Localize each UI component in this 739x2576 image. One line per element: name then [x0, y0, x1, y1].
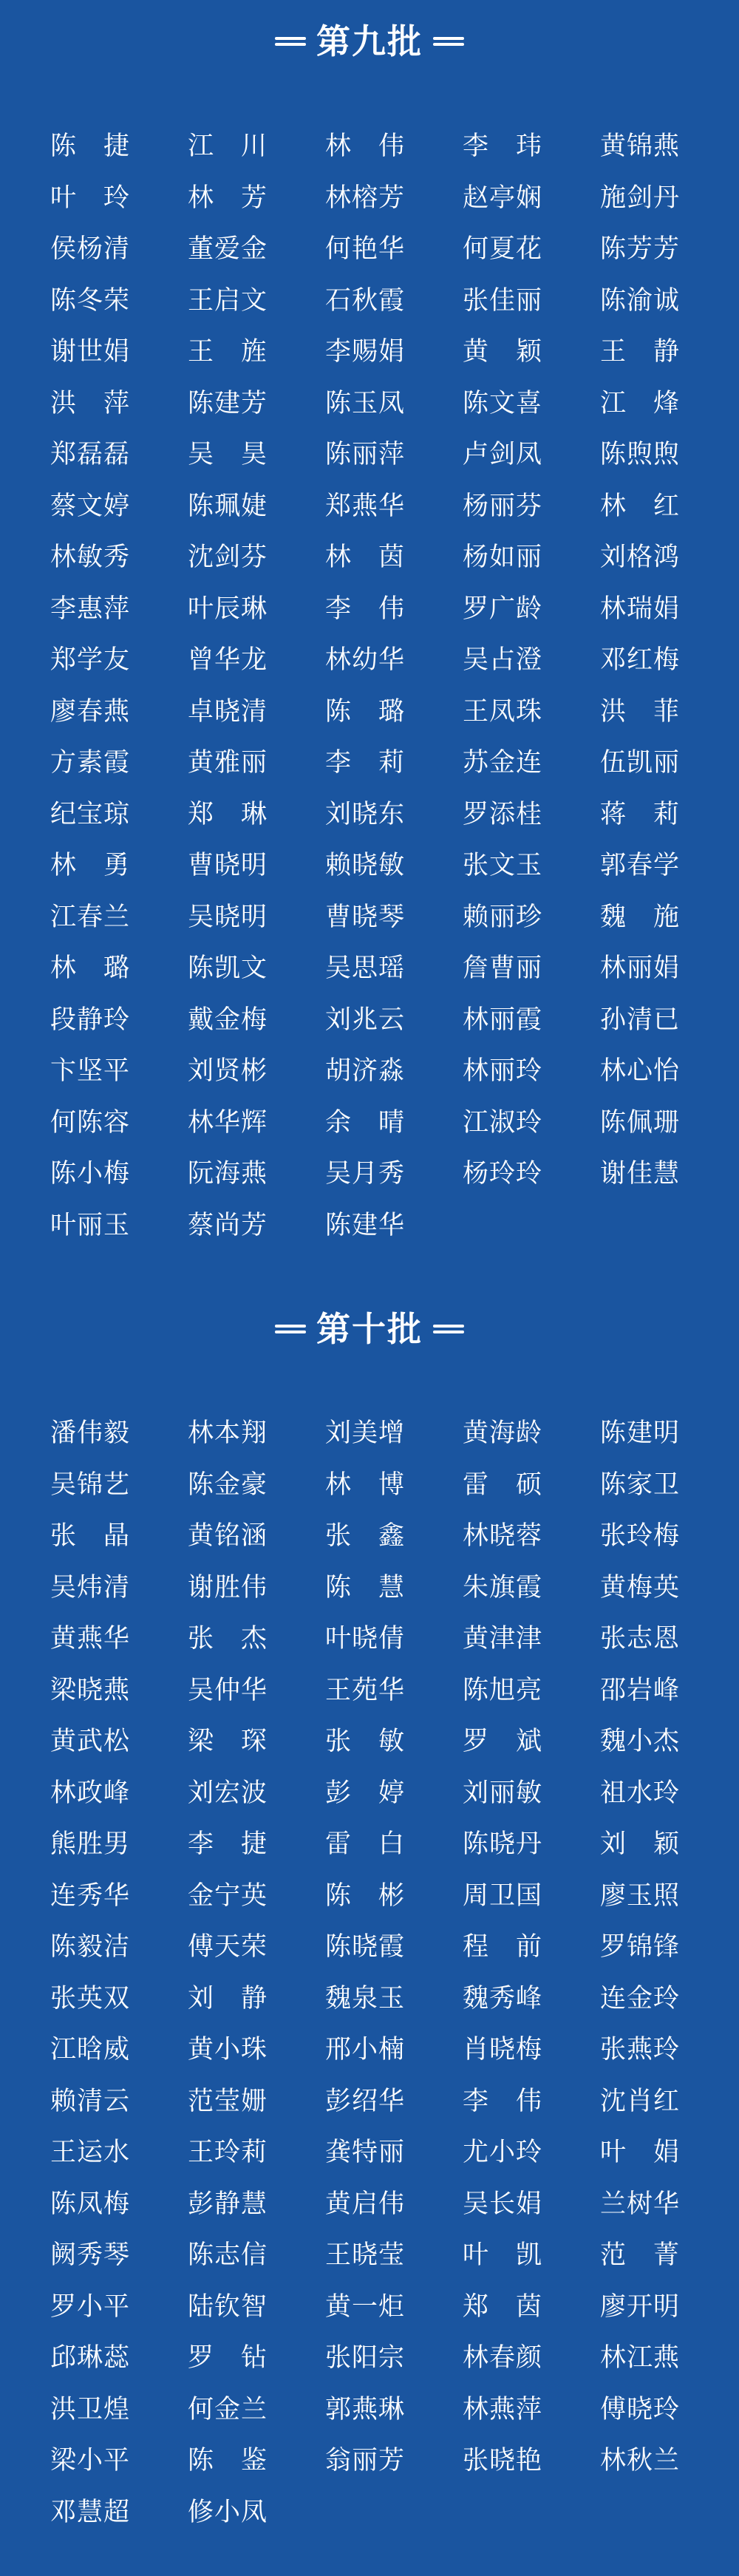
person-name: 黄海龄	[463, 1418, 543, 1449]
person-name: 吴占澄	[463, 645, 543, 676]
person-name: 陆钦智	[188, 2291, 268, 2322]
person-name: 吴仲华	[188, 1675, 268, 1705]
person-name: 曹晓琴	[325, 902, 406, 932]
person-name: 沈剑芬	[188, 543, 268, 573]
person-name: 罗广龄	[463, 594, 543, 624]
person-name: 吴思瑶	[325, 954, 406, 984]
person-name: 李 捷	[188, 1829, 268, 1860]
batch9-header	[0, 19, 739, 64]
person-name: 李 伟	[325, 594, 406, 624]
person-name: 邓红梅	[600, 645, 681, 676]
person-name: 范莹姗	[188, 2086, 268, 2116]
person-name: 纪宝琼	[50, 799, 131, 829]
person-name: 江 川	[188, 132, 268, 162]
person-name: 林 芳	[188, 183, 268, 213]
person-name: 黄 颖	[463, 337, 543, 367]
person-name: 林秋兰	[600, 2446, 681, 2476]
person-name: 郑学友	[50, 645, 131, 676]
person-name: 卓晓清	[188, 696, 268, 727]
person-name: 魏小杰	[600, 1727, 681, 1757]
person-name: 廖春燕	[50, 696, 131, 727]
person-name: 张英双	[50, 1983, 131, 2013]
person-name: 洪卫煌	[50, 2394, 131, 2424]
person-name: 罗 钻	[188, 2343, 268, 2373]
person-name: 王运水	[50, 2138, 131, 2168]
person-name: 阮海燕	[188, 1159, 268, 1189]
person-name: 朱旗霞	[463, 1572, 543, 1603]
person-name: 张玲梅	[600, 1521, 681, 1552]
person-name: 张燕玲	[600, 2035, 681, 2065]
person-name: 卢剑凤	[463, 440, 543, 470]
person-name: 黄小珠	[188, 2035, 268, 2065]
person-name: 连秀华	[50, 1880, 131, 1911]
person-name: 施剑丹	[600, 183, 681, 213]
person-name: 陈佩珊	[600, 1107, 681, 1138]
person-name: 罗添桂	[463, 799, 543, 829]
person-name: 梁晓燕	[50, 1675, 131, 1705]
person-name: 翁丽芳	[325, 2446, 406, 2476]
person-name: 梁小平	[50, 2446, 131, 2476]
person-name: 黄一炬	[325, 2291, 406, 2322]
person-name: 魏 施	[600, 902, 681, 932]
person-name: 杨如丽	[463, 543, 543, 573]
person-name: 林 勇	[50, 851, 131, 881]
person-name: 陈志信	[188, 2240, 268, 2271]
batch9-title: 第九批	[316, 21, 423, 61]
person-name: 谢世娟	[50, 337, 131, 367]
person-name: 金宁英	[188, 1880, 268, 1911]
person-name: 陈晓丹	[463, 1829, 543, 1860]
person-name: 林 博	[325, 1469, 406, 1500]
person-name: 谢佳慧	[600, 1159, 681, 1189]
person-name: 蔡文婷	[50, 491, 131, 521]
person-name: 黄雅丽	[188, 748, 268, 778]
person-name: 郑燕华	[325, 491, 406, 521]
person-name: 吴 昊	[188, 440, 268, 470]
person-name: 廖开明	[600, 2291, 681, 2322]
person-name: 刘宏波	[188, 1778, 268, 1808]
person-name: 林 红	[600, 491, 681, 521]
person-name: 尤小玲	[463, 2138, 543, 2168]
person-name: 林丽娟	[600, 954, 681, 984]
person-name: 方素霞	[50, 748, 131, 778]
person-name: 林政峰	[50, 1778, 131, 1808]
person-name: 卞坚平	[50, 1056, 131, 1087]
person-name: 何陈容	[50, 1107, 131, 1138]
person-name: 何夏花	[463, 234, 543, 265]
person-name: 郭春学	[600, 851, 681, 881]
person-name: 刘丽敏	[463, 1778, 543, 1808]
person-name: 叶晓倩	[325, 1624, 406, 1654]
person-name: 董爱金	[188, 234, 268, 265]
person-name: 张志恩	[600, 1624, 681, 1654]
person-name: 龚特丽	[325, 2138, 406, 2168]
person-name: 黄津津	[463, 1624, 543, 1654]
person-name: 陈旭亮	[463, 1675, 543, 1705]
person-name: 罗锦锋	[600, 1932, 681, 1962]
person-name: 陈建华	[325, 1210, 406, 1240]
person-name: 刘格鸿	[600, 543, 681, 573]
person-name: 彭绍华	[325, 2086, 406, 2116]
person-name: 程 前	[463, 1932, 543, 1962]
person-name: 陈 捷	[50, 132, 131, 162]
person-name: 赖晓敏	[325, 851, 406, 881]
person-name: 林 璐	[50, 954, 131, 984]
person-name: 雷 白	[325, 1829, 406, 1860]
person-name: 林幼华	[325, 645, 406, 676]
person-name: 赖清云	[50, 2086, 131, 2116]
person-name: 杨丽芬	[463, 491, 543, 521]
person-name: 邓慧超	[50, 2497, 131, 2527]
person-name: 吴锦艺	[50, 1469, 131, 1500]
person-name: 吴长娟	[463, 2189, 543, 2219]
person-name: 陈小梅	[50, 1159, 131, 1189]
right-dash-decoration	[433, 35, 464, 47]
person-name: 刘贤彬	[188, 1056, 268, 1087]
person-name: 何金兰	[188, 2394, 268, 2424]
person-name: 洪 菲	[600, 696, 681, 727]
batch10-title: 第十批	[316, 1309, 423, 1349]
person-name: 张阳宗	[325, 2343, 406, 2373]
person-name: 叶 玲	[50, 183, 131, 213]
person-name: 张 杰	[188, 1624, 268, 1654]
person-name: 郑 茵	[463, 2291, 543, 2322]
person-name: 林晓蓉	[463, 1521, 543, 1552]
person-name: 林丽霞	[463, 1005, 543, 1035]
person-name: 沈肖红	[600, 2086, 681, 2116]
person-name: 谢胜伟	[188, 1572, 268, 1603]
person-name: 林丽玲	[463, 1056, 543, 1087]
person-name: 陈建芳	[188, 388, 268, 418]
person-name: 黄启伟	[325, 2189, 406, 2219]
person-name: 陈 璐	[325, 696, 406, 727]
person-name: 江春兰	[50, 902, 131, 932]
person-name: 林华辉	[188, 1107, 268, 1138]
person-name: 郭燕琳	[325, 2394, 406, 2424]
right-dash-decoration	[433, 1323, 464, 1335]
person-name: 赖丽珍	[463, 902, 543, 932]
person-name: 阙秀琴	[50, 2240, 131, 2271]
batch10-header	[0, 1307, 739, 1351]
person-name: 陈建明	[600, 1418, 681, 1449]
person-name: 李赐娟	[325, 337, 406, 367]
person-name: 魏秀峰	[463, 1983, 543, 2013]
person-name: 陈冬荣	[50, 285, 131, 316]
person-name: 孙清已	[600, 1005, 681, 1035]
person-name: 刘美增	[325, 1418, 406, 1449]
person-name: 李 莉	[325, 748, 406, 778]
person-name: 林 伟	[325, 132, 406, 162]
person-name: 陈晓霞	[325, 1932, 406, 1962]
person-name: 詹曹丽	[463, 954, 543, 984]
person-name: 张晓艳	[463, 2446, 543, 2476]
person-name: 张 晶	[50, 1521, 131, 1552]
person-name: 郑磊磊	[50, 440, 131, 470]
person-name: 陈凯文	[188, 954, 268, 984]
person-name: 吴晓明	[188, 902, 268, 932]
person-name: 吴炜清	[50, 1572, 131, 1603]
person-name: 林江燕	[600, 2343, 681, 2373]
person-name: 李 玮	[463, 132, 543, 162]
person-name: 张文玉	[463, 851, 543, 881]
person-name: 邵岩峰	[600, 1675, 681, 1705]
person-name: 修小凤	[188, 2497, 268, 2527]
person-name: 王启文	[188, 285, 268, 316]
person-name: 张 鑫	[325, 1521, 406, 1552]
person-name: 陈文喜	[463, 388, 543, 418]
person-name: 王晓莹	[325, 2240, 406, 2271]
person-name: 余 晴	[325, 1107, 406, 1138]
person-name: 侯杨清	[50, 234, 131, 265]
person-name: 王玲莉	[188, 2138, 268, 2168]
person-name: 戴金梅	[188, 1005, 268, 1035]
person-name: 廖玉照	[600, 1880, 681, 1911]
person-name: 曹晓明	[188, 851, 268, 881]
person-name: 邱琳蕊	[50, 2343, 131, 2373]
person-name: 刘晓东	[325, 799, 406, 829]
person-name: 段静玲	[50, 1005, 131, 1035]
person-name: 罗 斌	[463, 1727, 543, 1757]
person-name: 叶 娟	[600, 2138, 681, 2168]
person-name: 林敏秀	[50, 543, 131, 573]
person-name: 叶辰琳	[188, 594, 268, 624]
person-name: 王 静	[600, 337, 681, 367]
person-name: 林 茵	[325, 543, 406, 573]
batch9-name-grid	[50, 121, 701, 1251]
person-name: 伍凯丽	[600, 748, 681, 778]
person-name: 陈 彬	[325, 1880, 406, 1911]
person-name: 林榕芳	[325, 183, 406, 213]
person-name: 陈渝诚	[600, 285, 681, 316]
person-name: 陈 鉴	[188, 2446, 268, 2476]
person-name: 陈丽萍	[325, 440, 406, 470]
person-name: 林春颜	[463, 2343, 543, 2373]
person-name: 杨玲玲	[463, 1159, 543, 1189]
person-name: 胡济淼	[325, 1056, 406, 1087]
person-name: 熊胜男	[50, 1829, 131, 1860]
person-name: 黄梅英	[600, 1572, 681, 1603]
person-name: 傅晓玲	[600, 2394, 681, 2424]
person-name: 黄锦燕	[600, 132, 681, 162]
person-name: 赵亭娴	[463, 183, 543, 213]
person-name: 梁 琛	[188, 1727, 268, 1757]
person-name: 张 敏	[325, 1727, 406, 1757]
person-name: 陈凤梅	[50, 2189, 131, 2219]
person-name: 林本翔	[188, 1418, 268, 1449]
person-name: 曾华龙	[188, 645, 268, 676]
person-name: 罗小平	[50, 2291, 131, 2322]
person-name: 陈玉凤	[325, 388, 406, 418]
person-name: 陈煦煦	[600, 440, 681, 470]
person-name: 蔡尚芳	[188, 1210, 268, 1240]
person-name: 李惠萍	[50, 594, 131, 624]
batch10-name-grid	[50, 1408, 701, 2538]
person-name: 洪 萍	[50, 388, 131, 418]
person-name: 黄燕华	[50, 1624, 131, 1654]
person-name: 黄武松	[50, 1727, 131, 1757]
person-name: 林瑞娟	[600, 594, 681, 624]
person-name: 邢小楠	[325, 2035, 406, 2065]
person-name: 周卫国	[463, 1880, 543, 1911]
person-name: 刘 静	[188, 1983, 268, 2013]
person-name: 蒋 莉	[600, 799, 681, 829]
person-name: 陈金豪	[188, 1469, 268, 1500]
person-name: 江晗威	[50, 2035, 131, 2065]
person-name: 林心怡	[600, 1056, 681, 1087]
person-name: 吴月秀	[325, 1159, 406, 1189]
person-name: 刘 颖	[600, 1829, 681, 1860]
left-dash-decoration	[275, 35, 306, 47]
person-name: 彭 婷	[325, 1778, 406, 1808]
person-name: 石秋霞	[325, 285, 406, 316]
person-name: 祖水玲	[600, 1778, 681, 1808]
person-name: 陈 慧	[325, 1572, 406, 1603]
person-name: 傅天荣	[188, 1932, 268, 1962]
person-name: 雷 硕	[463, 1469, 543, 1500]
person-name: 陈毅洁	[50, 1932, 131, 1962]
person-name: 叶 凯	[463, 2240, 543, 2271]
person-name: 李 伟	[463, 2086, 543, 2116]
person-name: 连金玲	[600, 1983, 681, 2013]
person-name: 彭静慧	[188, 2189, 268, 2219]
person-name: 兰树华	[600, 2189, 681, 2219]
person-name: 江 烽	[600, 388, 681, 418]
person-name: 张佳丽	[463, 285, 543, 316]
person-name: 王苑华	[325, 1675, 406, 1705]
person-name: 林燕萍	[463, 2394, 543, 2424]
person-name: 范 菁	[600, 2240, 681, 2271]
person-name: 陈芳芳	[600, 234, 681, 265]
person-name: 魏泉玉	[325, 1983, 406, 2013]
person-name: 陈家卫	[600, 1469, 681, 1500]
person-name: 郑 琳	[188, 799, 268, 829]
person-name: 王凤珠	[463, 696, 543, 727]
person-name: 黄铭涵	[188, 1521, 268, 1552]
person-name: 苏金连	[463, 748, 543, 778]
left-dash-decoration	[275, 1323, 306, 1335]
person-name: 刘兆云	[325, 1005, 406, 1035]
person-name: 江淑玲	[463, 1107, 543, 1138]
person-name: 陈珮婕	[188, 491, 268, 521]
person-name: 肖晓梅	[463, 2035, 543, 2065]
person-name: 何艳华	[325, 234, 406, 265]
person-name: 潘伟毅	[50, 1418, 131, 1449]
person-name: 叶丽玉	[50, 1210, 131, 1240]
person-name: 王 旌	[188, 337, 268, 367]
